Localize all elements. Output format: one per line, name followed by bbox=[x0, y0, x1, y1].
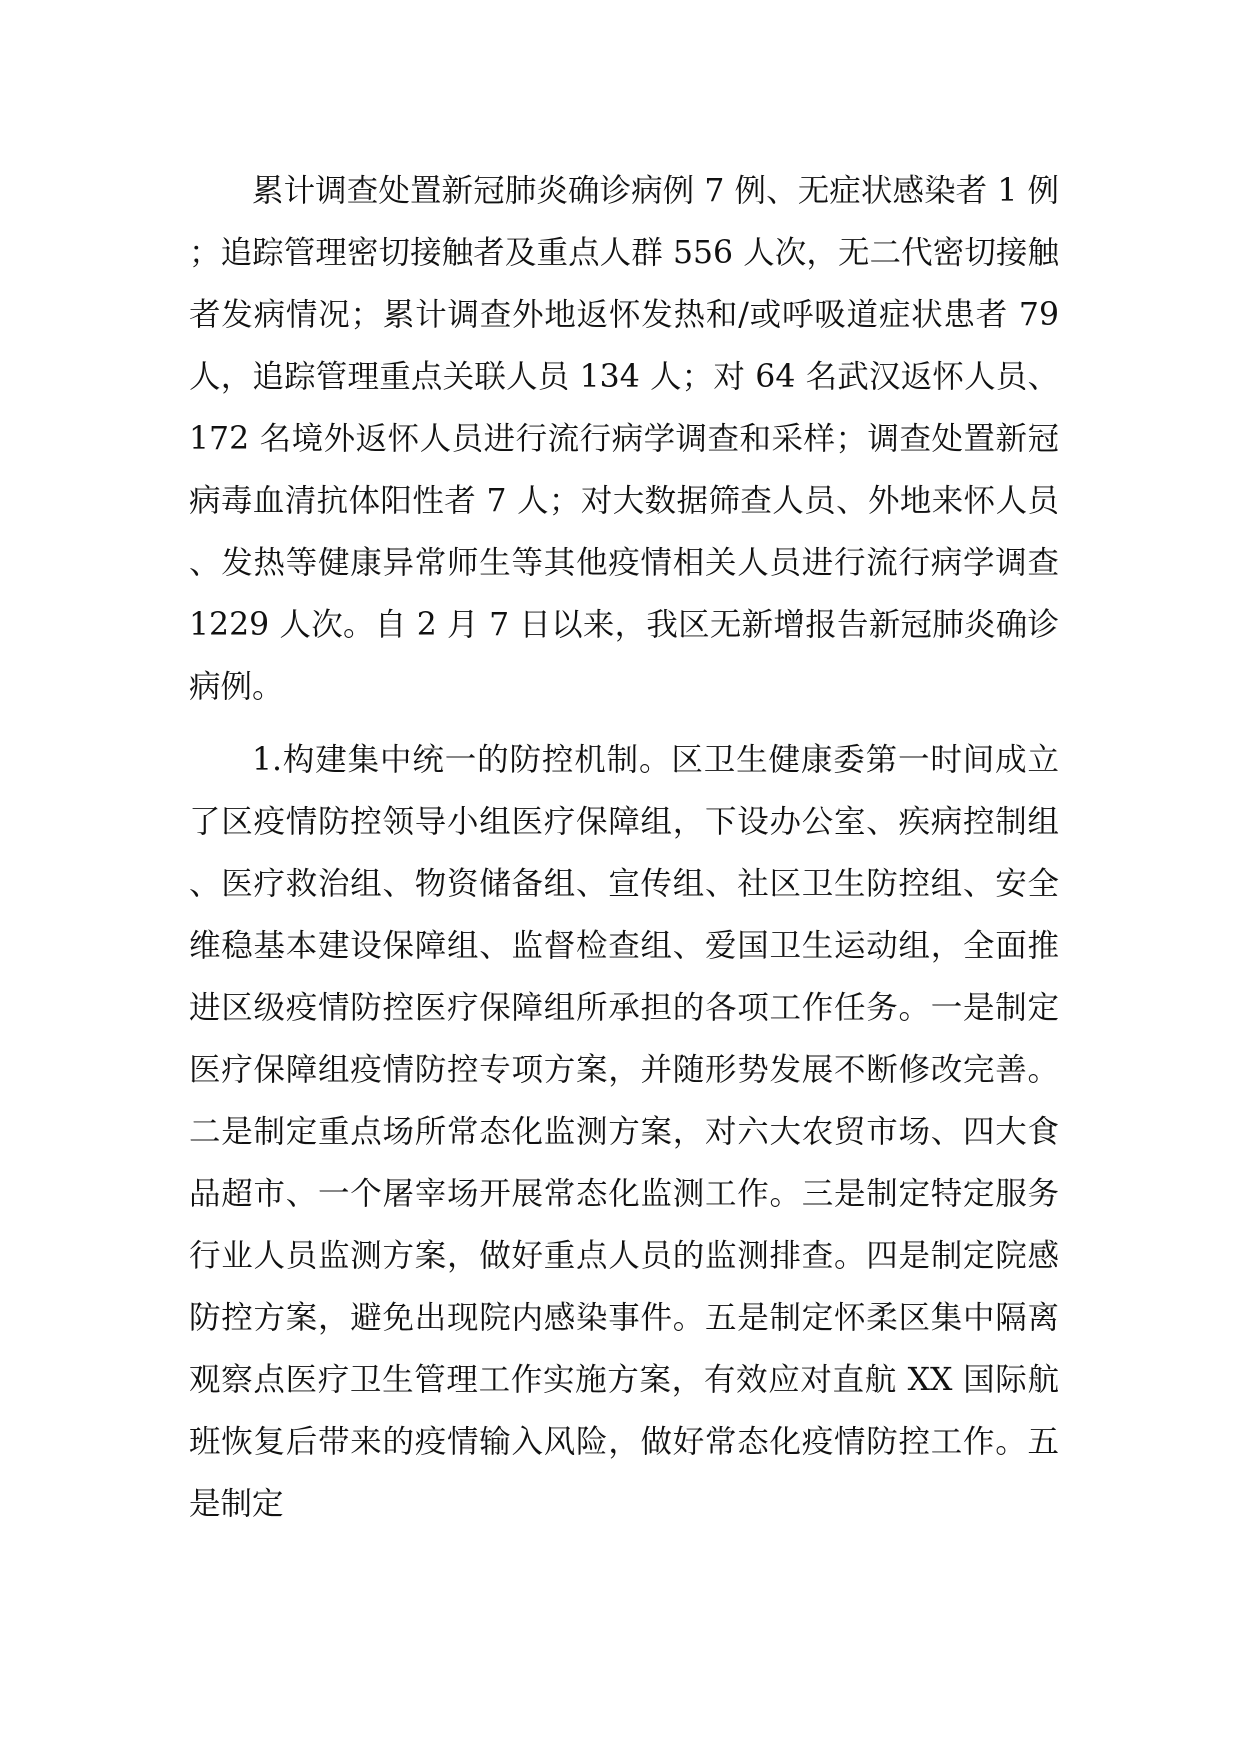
paragraph-case-statistics: 累计调查处置新冠肺炎确诊病例 7 例、无症状感染者 1 例；追踪管理密切接触者及重点人群 556 人次，无二代密切接触者发病情况；累计调查外地返怀发热和/或呼吸道症状患者 79 人，追踪管理重点关联人员 134 人；对 64 名武汉返怀人员、172 名境外返怀人员进行流行病学调查和采样；调查处置新冠病毒血清抗体阳性者 7 人；对大数据筛查人员、外地来怀人员、发热等健康异常师生等其他疫情相关人员进行流行病学调查 1229 人次。自 2 月 7 日以来，我区无新增报告新冠肺炎确诊病例。 bbox=[189, 173, 1059, 705]
document-body bbox=[189, 160, 1059, 1535]
paragraph-prevention-mechanism: 1.构建集中统一的防控机制。区卫生健康委第一时间成立了区疫情防控领导小组医疗保障组，下设办公室、疾病控制组、医疗救治组、物资储备组、宣传组、社区卫生防控组、安全维稳基本建设保障组、监督检查组、爱国卫生运动组，全面推进区级疫情防控医疗保障组所承担的各项工作任务。一是制定医疗保障组疫情防控专项方案，并随形势发展不断修改完善。二是制定重点场所常态化监测方案，对六大农贸市场、四大食品超市、一个屠宰场开展常态化监测工作。三是制定特定服务行业人员监测方案，做好重点人员的监测排查。四是制定院感防控方案，避免出现院内感染事件。五是制定怀柔区集中隔离观察点医疗卫生管理工作实施方案，有效应对直航 XX 国际航班恢复后带来的疫情输入风险，做好常态化疫情防控工作。五是制定 bbox=[189, 742, 1059, 1522]
